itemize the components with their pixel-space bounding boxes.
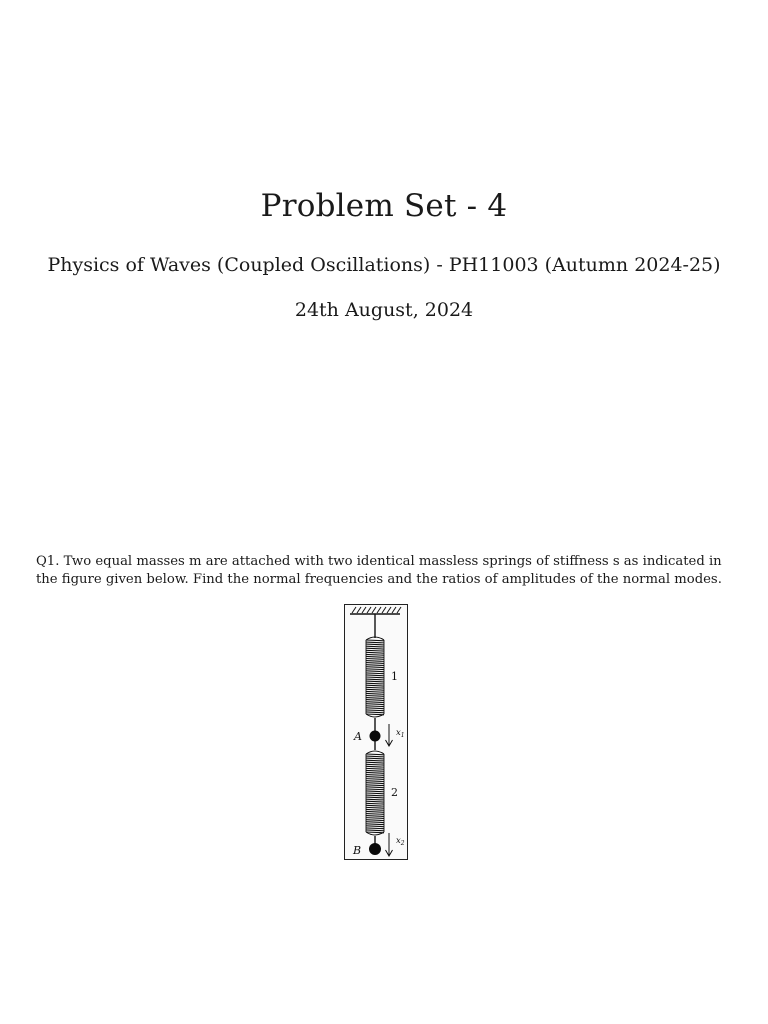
spring-mass-figure xyxy=(344,604,408,860)
question-1 xyxy=(36,553,736,589)
question-1-line-1: Q1. Two equal masses m are attached with two identical massless springs of stiffness s as indicated in xyxy=(36,554,722,569)
mass-a xyxy=(370,731,381,742)
course-subtitle: Physics of Waves (Coupled Oscillations) - PH11003 (Autumn 2024-25) xyxy=(47,254,721,276)
spring-2-label: 2 xyxy=(391,786,398,799)
x2-label: $x_2$ xyxy=(396,836,405,847)
spring-1-label: 1 xyxy=(391,670,398,683)
mass-b-label: B xyxy=(353,844,362,857)
date-line: 24th August, 2024 xyxy=(294,299,474,321)
mass-b xyxy=(369,843,381,855)
page-title: Problem Set - 4 xyxy=(260,188,508,224)
x1-label: $x_1$ xyxy=(396,728,405,739)
mass-a-label: A xyxy=(354,730,362,743)
spring-mass-diagram xyxy=(344,604,408,860)
question-1-line-2: the figure given below. Find the normal frequencies and the ratios of amplitudes of the normal modes. xyxy=(36,572,722,587)
